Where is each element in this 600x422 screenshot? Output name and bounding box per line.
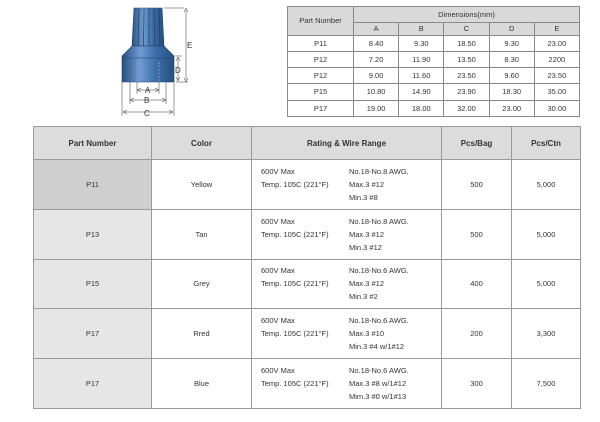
part-number-cell: P11 — [34, 160, 152, 210]
dim-part-number: P11 — [288, 35, 354, 51]
dimension-label-c: C — [144, 109, 150, 118]
rating-temp: Temp. 105C (221°F) — [261, 179, 329, 189]
dim-value: 23.50 — [444, 68, 489, 84]
dim-part-number: P15 — [288, 84, 354, 100]
dim-part-number: P12 — [288, 51, 354, 67]
dim-value: 23.50 — [534, 68, 579, 84]
dim-value: 18.50 — [444, 35, 489, 51]
table-row — [288, 100, 580, 116]
wire-max: Max.3 #12 — [349, 179, 385, 189]
dim-value: 32.00 — [444, 100, 489, 116]
dim-value: 23.00 — [489, 100, 534, 116]
dimension-label-e: E — [187, 41, 193, 50]
wire-range: No.18-No.8 AWG, — [349, 166, 409, 176]
table-row — [34, 209, 581, 259]
rating-cell — [252, 259, 442, 309]
dimension-label-d: D — [175, 66, 181, 75]
header-pcs-bag: Pcs/Bag — [442, 127, 512, 160]
wire-min: Min.3 #4 w/1#12 — [349, 342, 405, 352]
dim-value: 8.40 — [354, 35, 399, 51]
wire-min: Mim.3 #0 w/1#13 — [349, 392, 407, 402]
dim-value: 35.00 — [534, 84, 579, 100]
pcs-ctn-cell: 5,000 — [512, 259, 581, 309]
wire-range: No.18-No.8 AWG. — [349, 216, 409, 226]
pcs-bag-cell: 400 — [442, 259, 512, 309]
part-number-cell: P13 — [34, 209, 152, 259]
dim-value: 8.30 — [489, 51, 534, 67]
wire-connector-diagram — [100, 2, 210, 120]
pcs-bag-cell: 500 — [442, 209, 512, 259]
dim-value: 9.30 — [489, 35, 534, 51]
header-part-number: Part Number — [34, 127, 152, 160]
table-row — [288, 51, 580, 67]
rating-voltage: 600V Max — [261, 316, 295, 326]
dimensions-table — [287, 6, 580, 117]
rating-temp: Temp. 105C (221°F) — [261, 329, 329, 339]
wire-range: No.18-No.6 AWG. — [349, 266, 409, 276]
dimensions-col-c: C — [444, 23, 489, 35]
rating-cell — [252, 359, 442, 409]
pcs-bag-cell: 500 — [442, 160, 512, 210]
pcs-ctn-cell: 5,000 — [512, 209, 581, 259]
pcs-ctn-cell: 7,500 — [512, 359, 581, 409]
color-cell: Grey — [152, 259, 252, 309]
rating-cell — [252, 160, 442, 210]
wire-range: No.18-No.6 AWG. — [349, 316, 409, 326]
part-number-cell: P17 — [34, 309, 152, 359]
wire-max: Max.3 #10 — [349, 329, 385, 339]
pcs-ctn-cell: 5,000 — [512, 160, 581, 210]
dim-value: 18.00 — [399, 100, 444, 116]
wire-min: Min.3 #12 — [349, 242, 382, 252]
dimensions-col-a: A — [354, 23, 399, 35]
part-number-cell: P15 — [34, 259, 152, 309]
rating-cell — [252, 309, 442, 359]
dim-value: 9.30 — [399, 35, 444, 51]
product-spec-table — [33, 126, 581, 409]
table-row — [288, 35, 580, 51]
pcs-bag-cell: 200 — [442, 309, 512, 359]
dim-value: 13.50 — [444, 51, 489, 67]
dim-value: 9.60 — [489, 68, 534, 84]
rating-temp: Temp. 105C (221°F) — [261, 229, 329, 239]
rating-voltage: 600V Max — [261, 216, 295, 226]
dim-part-number: P12 — [288, 68, 354, 84]
header-rating-wire-range: Rating & Wire Range — [252, 127, 442, 160]
table-row — [34, 160, 581, 210]
rating-cell — [252, 209, 442, 259]
wire-max: Max.3 #12 — [349, 279, 385, 289]
wire-max: Max.3 #12 — [349, 229, 385, 239]
part-number-cell: P17 — [34, 359, 152, 409]
dim-value: 9.00 — [354, 68, 399, 84]
dimension-label-b: B — [144, 96, 150, 105]
dimensions-table-part-number-header: Part Number — [288, 7, 354, 36]
connector-skirt — [122, 46, 174, 82]
dim-part-number: P17 — [288, 100, 354, 116]
rating-voltage: 600V Max — [261, 366, 295, 376]
table-row — [34, 309, 581, 359]
dimensions-col-e: E — [534, 23, 579, 35]
table-header-row — [34, 127, 581, 160]
dim-value: 7.20 — [354, 51, 399, 67]
dim-value: 18.30 — [489, 84, 534, 100]
table-row — [288, 68, 580, 84]
header-pcs-ctn: Pcs/Ctn — [512, 127, 581, 160]
table-row — [34, 259, 581, 309]
dim-value: 2200 — [534, 51, 579, 67]
dim-value: 10.80 — [354, 84, 399, 100]
pcs-bag-cell: 300 — [442, 359, 512, 409]
dimensions-col-d: D — [489, 23, 534, 35]
color-cell: Yellow — [152, 160, 252, 210]
dim-value: 14.90 — [399, 84, 444, 100]
wire-min: Min.3 #8 — [349, 192, 378, 202]
rating-temp: Temp. 105C (221°F) — [261, 379, 329, 389]
dimensions-col-b: B — [399, 23, 444, 35]
table-row — [288, 84, 580, 100]
pcs-ctn-cell: 3,300 — [512, 309, 581, 359]
dim-value: 23.00 — [534, 35, 579, 51]
dimension-label-a: A — [145, 86, 151, 95]
rating-voltage: 600V Max — [261, 166, 295, 176]
dim-value: 11.90 — [399, 51, 444, 67]
dimensions-table-dimensions-header: Dimensions(mm) — [354, 7, 580, 23]
wire-range: No.18-No.6 AWG. — [349, 366, 409, 376]
dim-value: 19.00 — [354, 100, 399, 116]
rating-temp: Temp. 105C (221°F) — [261, 279, 329, 289]
dim-value: 23.90 — [444, 84, 489, 100]
color-cell: Tan — [152, 209, 252, 259]
wire-max: Max.3 #8 w/1#12 — [349, 379, 407, 389]
rating-voltage: 600V Max — [261, 266, 295, 276]
color-cell: Rred — [152, 309, 252, 359]
header-color: Color — [152, 127, 252, 160]
wire-connector-drawing — [100, 2, 210, 120]
wire-min: Min.3 #2 — [349, 292, 378, 302]
dim-value: 30.00 — [534, 100, 579, 116]
table-row — [34, 359, 581, 409]
color-cell: Blue — [152, 359, 252, 409]
dim-value: 11.60 — [399, 68, 444, 84]
